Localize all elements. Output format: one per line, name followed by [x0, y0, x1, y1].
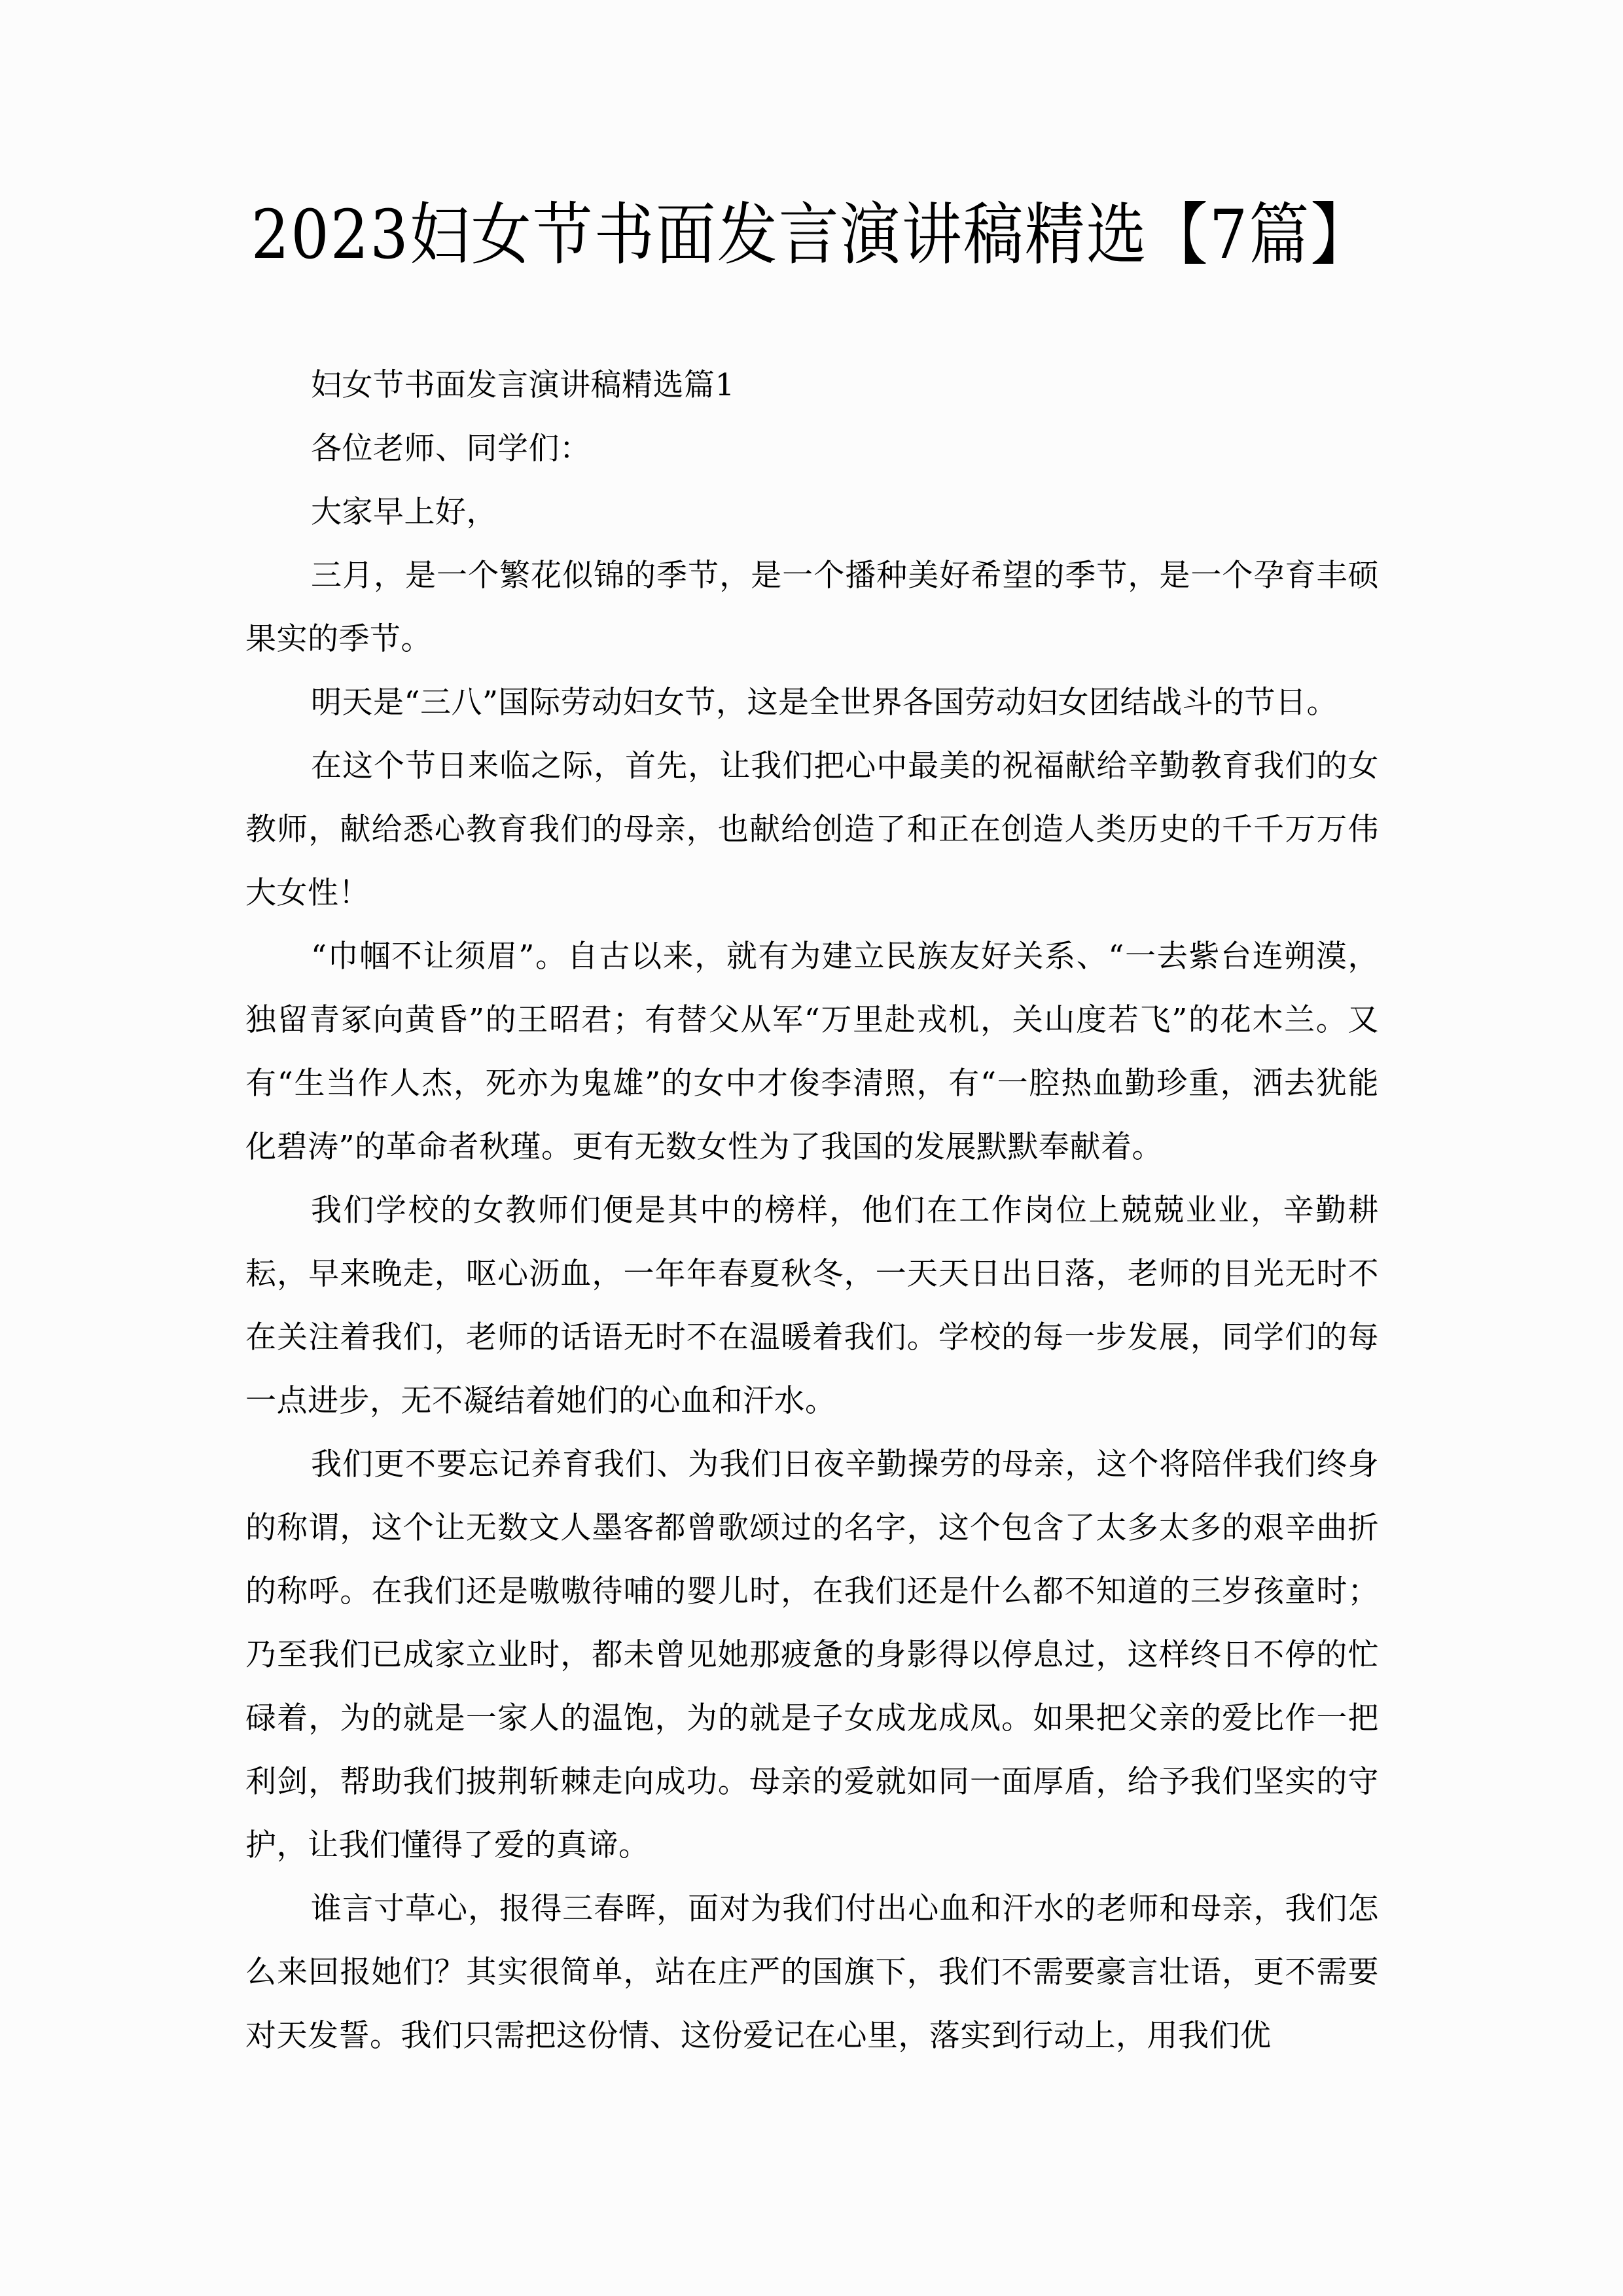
paragraph: 我们学校的女教师们便是其中的榜样，他们在工作岗位上兢兢业业，辛勤耕耘，早来晚走，呕心沥血，一年年春夏秋冬，一天天日出日落，老师的目光无时不在关注着我们，老师的话语无时不在温暖着我们。学校的每一步发展，同学们的每一点进步，无不凝结着她们的心血和汗水。 — [245, 1193, 1379, 1419]
document-title: 2023妇女节书面发言演讲稿精选【7篇】 — [251, 195, 1372, 274]
greeting: 大家早上好， — [311, 494, 497, 530]
paragraph: 我们更不要忘记养育我们、为我们日夜辛勤操劳的母亲，这个将陪伴我们终身的称谓，这个让无数文人墨客都曾歌颂过的名字，这个包含了太多太多的艰辛曲折的称呼。在我们还是嗷嗷待哺的婴儿时，在我们还是什么都不知道的三岁孩童时；乃至我们已成家立业时，都未曾见她那疲惫的身影得以停息过，这样终日不停的忙碌着，为的就是一家人的温饱，为的就是子女成龙成凤。如果把父亲的爱比作一把利剑，帮助我们披荆斩棘走向成功。母亲的爱就如同一面厚盾，给予我们坚实的守护，让我们懂得了爱的真谛。 — [245, 1446, 1379, 1863]
section-heading: 妇女节书面发言演讲稿精选篇1 — [311, 367, 735, 403]
paragraph: “巾帼不让须眉”。自古以来，就有为建立民族友好关系、“一去紫台连朔漠，独留青冢向黄昏”的王昭君；有替父从军“万里赴戎机，关山度若飞”的花木兰。又有“生当作人杰，死亦为鬼雄”的女中才俊李清照，有“一腔热血勤珍重，洒去犹能化碧涛”的革命者秋瑾。更有无数女性为了我国的发展默默奉献着。 — [245, 939, 1379, 1165]
salutation: 各位老师、同学们： — [311, 431, 591, 467]
paragraph: 三月，是一个繁花似锦的季节，是一个播种美好希望的季节，是一个孕育丰硕果实的季节。 — [245, 558, 1379, 657]
document-body — [245, 353, 1379, 2068]
paragraph: 明天是“三八”国际劳动妇女节，这是全世界各国劳动妇女团结战斗的节日。 — [311, 685, 1338, 721]
paragraph: 谁言寸草心，报得三春晖，面对为我们付出心血和汗水的老师和母亲，我们怎么来回报她们？其实很简单，站在庄严的国旗下，我们不需要豪言壮语，更不需要对天发誓。我们只需把这份情、这份爱记在心里，落实到行动上，用我们优 — [245, 1891, 1379, 2054]
paragraph: 在这个节日来临之际，首先，让我们把心中最美的祝福献给辛勤教育我们的女教师，献给悉心教育我们的母亲，也献给创造了和正在创造人类历史的千千万万伟大女性！ — [245, 748, 1379, 911]
